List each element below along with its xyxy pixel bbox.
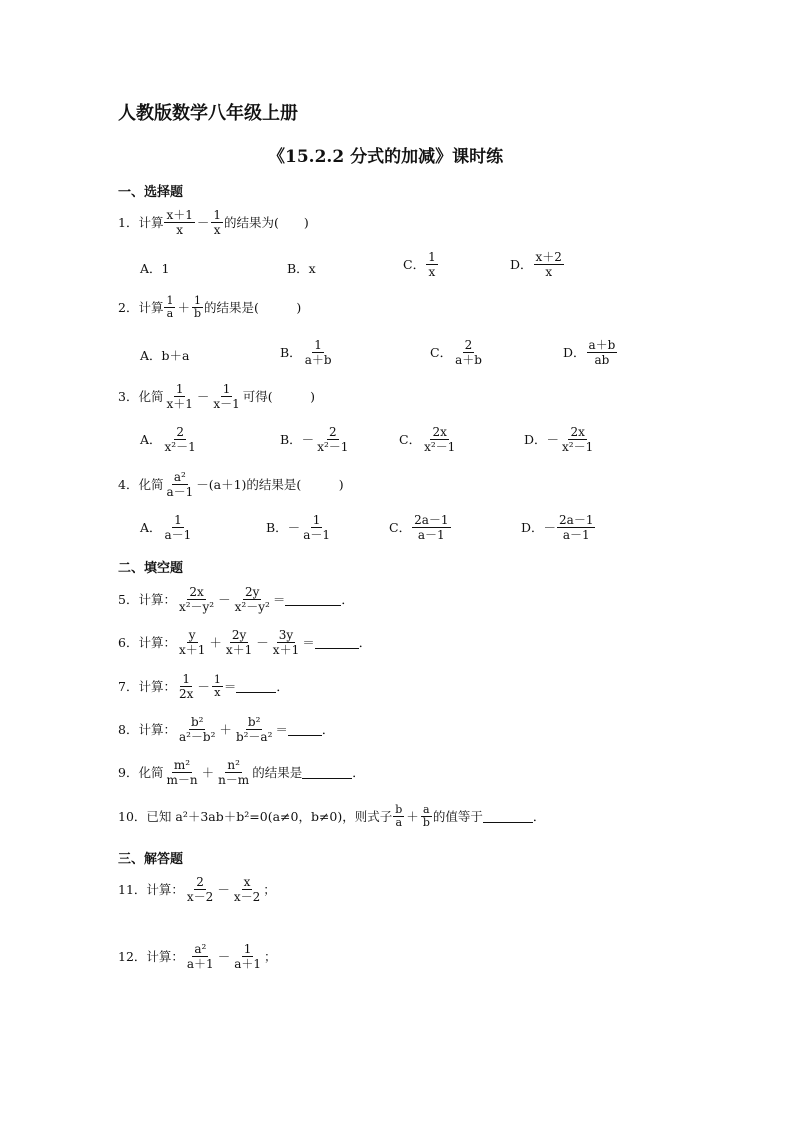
option-b: B．x	[287, 261, 316, 276]
option-c: C． $\frac{2x}{\text{x²－1}}$	[399, 425, 456, 454]
answer-blank	[302, 766, 352, 779]
option-a: A．1	[140, 261, 170, 276]
answer-blank	[483, 810, 533, 823]
option-d: D．－ $\frac{2x}{\text{x²－1}}$	[524, 425, 594, 454]
section-heading-choice: 一、选择题	[118, 185, 184, 200]
option-a: A． $\frac{2}{\text{x²－1}}$	[140, 425, 196, 454]
answer-blank	[236, 680, 276, 693]
question-4: 4．化简 $\frac{\text{a²}}{a-1}$ －(a＋1)的结果是( )	[118, 470, 344, 499]
option-b: B．－ $\frac{2}{\text{x²－1}}$	[280, 425, 349, 454]
question-11: 11．计算： $\frac{2}{x-2}$ － $\frac{x}{x-2}$ ；	[118, 875, 276, 904]
option-b: B． $\frac{1}{a+b}$	[280, 338, 332, 367]
question-2: 2．计算 $\frac{1}{a}$ ＋ $\frac{1}{b}$ 的结果是( )	[118, 294, 302, 320]
option-c: C． $\frac{2}{a+b}$	[430, 338, 482, 367]
option-a: A．b＋a	[140, 348, 190, 363]
question-6: 6．计算： $\frac{y}{x+1}$ ＋ $\frac{2y}{x+1}$ － $\frac{3y}{x+1}$ ＝ ．	[118, 628, 372, 657]
option-c: C． $\frac{1}{x}$	[403, 250, 436, 279]
fraction: $\frac{x+1}{x}$	[166, 208, 193, 237]
answer-blank	[315, 636, 359, 649]
question-10: 10．已知 a²＋3ab＋b²=0(a≠0，b≠0)，则式子 $\frac{b}{a}$ ＋ $\frac{a}{b}$ 的值等于 ．	[118, 803, 546, 829]
question-9: 9．化简 $\frac{\text{m²}}{m-n}$ ＋ $\frac{\text{n²}}{n-m}$ 的结果是 ．	[118, 758, 365, 787]
question-12: 12．计算： $\frac{\text{a²}}{a+1}$ － $\frac{1}{a+1}$ ；	[118, 942, 277, 971]
option-d: D． $\frac{a+b}{ab}$	[563, 338, 616, 367]
page-title: 人教版数学八年级上册	[118, 103, 298, 124]
question-8: 8．计算： $\frac{\text{b²}}{\text{a²－b²}}$ ＋ $\frac{\text{b²}}{\text{b²－a²}}$ ＝ ．	[118, 715, 335, 744]
question-3: 3．化简 $\frac{1}{x+1}$ － $\frac{1}{x-1}$ 可得( )	[118, 382, 316, 411]
option-d: D． $\frac{x+2}{x}$	[510, 250, 562, 279]
section-heading-solve: 三、解答题	[118, 852, 184, 867]
option-b: B．－ $\frac{1}{a-1}$	[266, 513, 330, 542]
question-number: 3．化简	[118, 388, 164, 404]
option-c: C． $\frac{2a-1}{a-1}$	[389, 513, 449, 542]
answer-blank	[288, 723, 322, 736]
question-5: 5．计算： $\frac{2x}{\text{x²－y²}}$ － $\frac{2y}{\text{x²－y²}}$ ＝ ．	[118, 585, 354, 614]
question-number: 4．化简	[118, 476, 164, 492]
option-a: A． $\frac{1}{a-1}$	[140, 513, 192, 542]
section-heading-fill: 二、填空题	[118, 561, 184, 576]
answer-blank	[285, 593, 341, 606]
question-number: 2．计算	[118, 299, 164, 315]
question-1: 1．计算 $\frac{x+1}{x}$ － $\frac{1}{x}$ 的结果为( )	[118, 208, 309, 237]
fraction: $\frac{1}{x}$	[213, 208, 222, 237]
option-d: D．－ $\frac{2a-1}{a-1}$	[521, 513, 594, 542]
question-number: 1．计算	[118, 214, 164, 230]
page-subtitle: 《15.2.2 分式的加减》课时练	[268, 147, 504, 167]
question-7: 7．计算： $\frac{1}{2x}$ － $\frac{1}{x}$ ＝ ．	[118, 672, 289, 701]
